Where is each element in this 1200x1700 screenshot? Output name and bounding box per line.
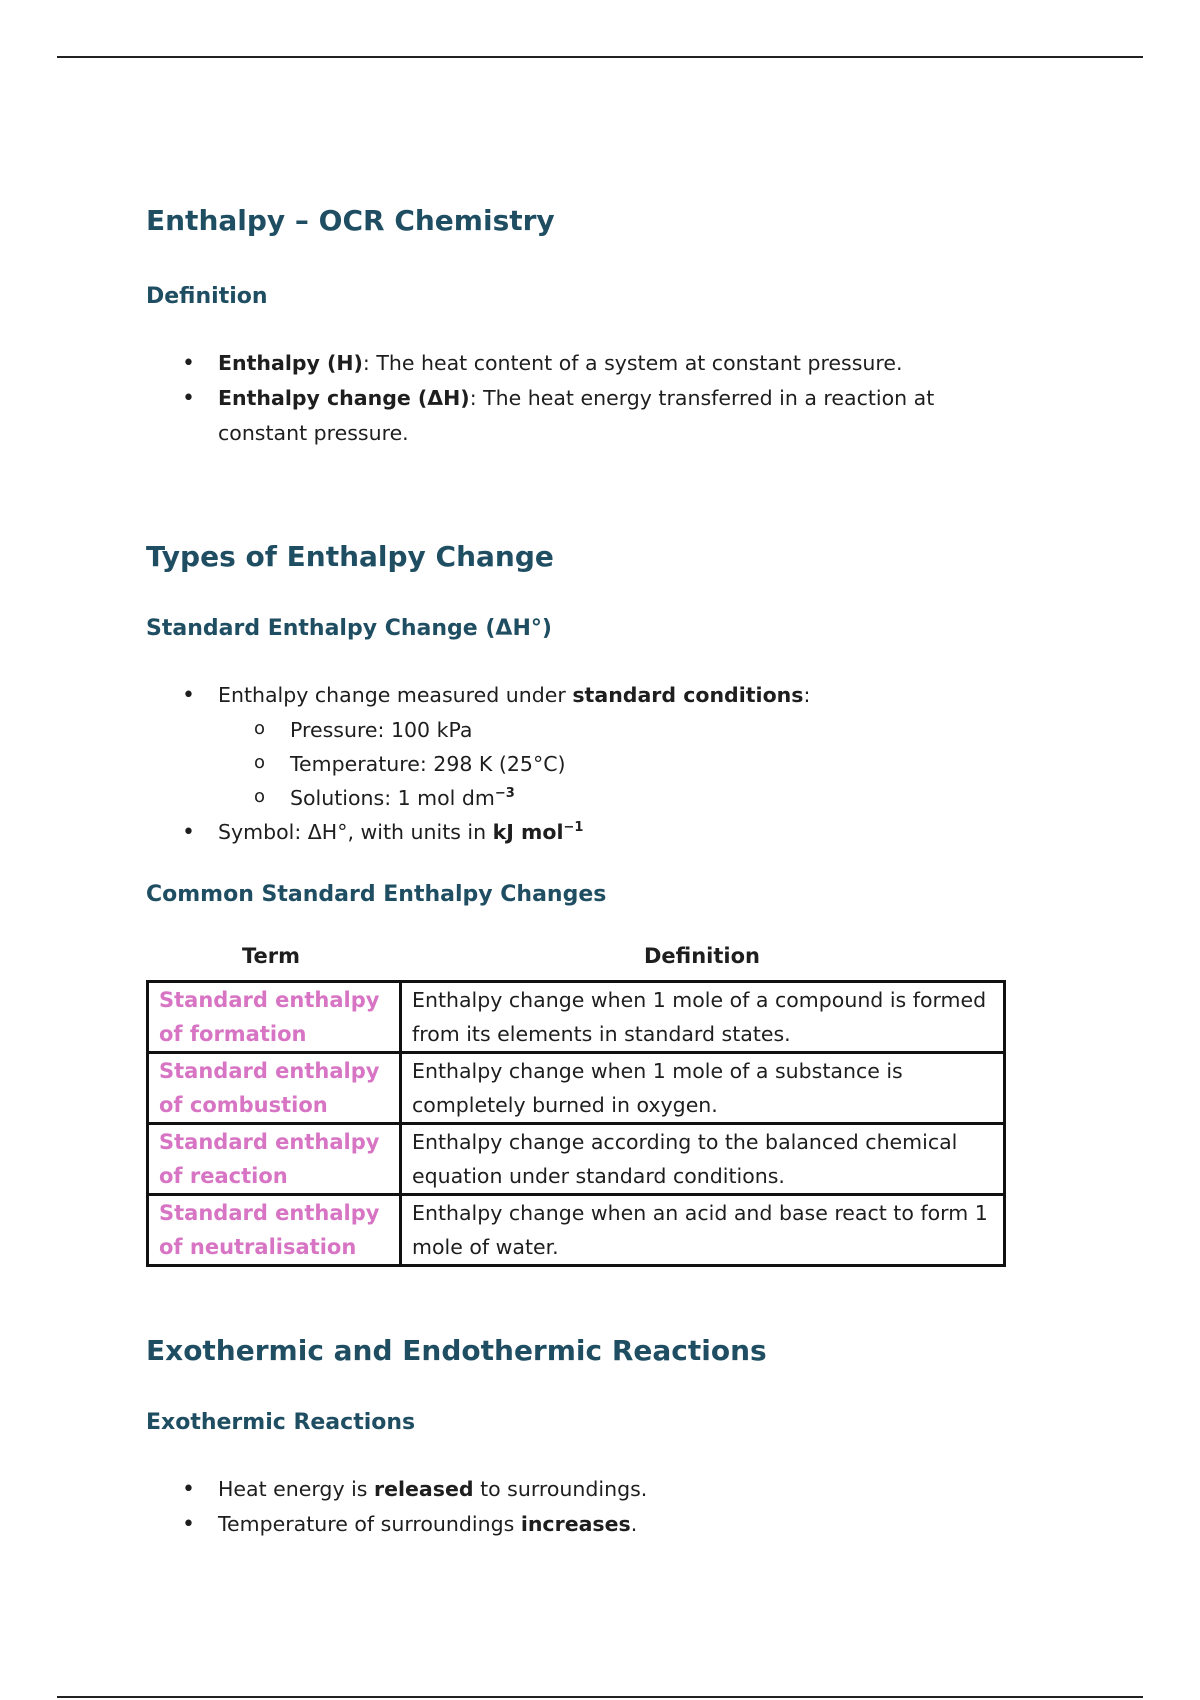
enthalpy-table [146, 980, 1006, 1267]
table-row [148, 1053, 1005, 1124]
list-item [146, 678, 1006, 713]
column-header-definition: Definition [643, 944, 760, 968]
list-item [146, 815, 1006, 850]
list-item [146, 1507, 1006, 1542]
term-text: : The heat energy transferred in a reaction at constant pressure. [218, 386, 935, 445]
intro-bold: standard conditions [572, 683, 804, 707]
symbol-text: Symbol: ΔH°, with units in [218, 820, 493, 844]
header-rule [57, 56, 1143, 58]
table-cell-definition: Enthalpy change when an acid and base react to form 1 mole of water. [401, 1195, 1005, 1266]
table-row [148, 1124, 1005, 1195]
sub-list-item [146, 781, 1006, 815]
emphasis: released [373, 1477, 474, 1501]
standard-list [146, 678, 1006, 850]
text: to surroundings. [473, 1477, 648, 1501]
column-header-term: Term [241, 944, 301, 968]
list-item [146, 346, 1006, 381]
footer-rule [57, 1696, 1143, 1698]
table-row [148, 982, 1005, 1053]
sub-list-item: o Temperature: 298 K (25°C) [146, 747, 1006, 781]
term-label: Enthalpy change (ΔH) [218, 386, 470, 410]
list-item [146, 1472, 1006, 1507]
list-item [146, 381, 1006, 451]
definition-list [146, 346, 1006, 451]
table-row [148, 1195, 1005, 1266]
text: . [630, 1512, 638, 1536]
exothermic-list [146, 1472, 1006, 1542]
intro-text: Enthalpy change measured under [218, 683, 573, 707]
text: Heat energy is [218, 1477, 374, 1501]
exo-endo-heading: Exothermic and Endothermic Reactions [146, 1334, 767, 1367]
term-text: : The heat content of a system at constant pressure. [362, 351, 903, 375]
table-cell-term: Standard enthalpy of reaction [148, 1124, 401, 1195]
standard-heading: Standard Enthalpy Change (ΔH°) [146, 616, 552, 641]
table-cell-definition: Enthalpy change when 1 mole of a compound is formed from its elements in standard states. [401, 982, 1005, 1053]
common-heading: Common Standard Enthalpy Changes [146, 882, 607, 907]
page-title: Enthalpy – OCR Chemistry [146, 204, 555, 237]
term-label: Enthalpy (H) [218, 351, 363, 375]
table-cell-definition: Enthalpy change when 1 mole of a substance is completely burned in oxygen. [401, 1053, 1005, 1124]
types-heading: Types of Enthalpy Change [146, 540, 554, 573]
sub-list-item: o Pressure: 100 kPa [146, 713, 1006, 747]
solutions-text: Solutions: 1 mol dm [290, 786, 495, 810]
table-cell-definition: Enthalpy change according to the balanced chemical equation under standard conditions. [401, 1124, 1005, 1195]
table-cell-term: Standard enthalpy of combustion [148, 1053, 401, 1124]
intro-end: : [803, 683, 811, 707]
text: Temperature of surroundings [218, 1512, 521, 1536]
solutions-exponent: −3 [494, 786, 515, 802]
units-exponent: −1 [563, 820, 584, 836]
exothermic-heading: Exothermic Reactions [146, 1410, 416, 1435]
symbol-units: kJ mol [492, 820, 564, 844]
emphasis: increases [520, 1512, 631, 1536]
table-cell-term: Standard enthalpy of neutralisation [148, 1195, 401, 1266]
table-header [146, 944, 1006, 976]
table-cell-term: Standard enthalpy of formation [148, 982, 401, 1053]
definition-heading: Definition [146, 284, 268, 309]
